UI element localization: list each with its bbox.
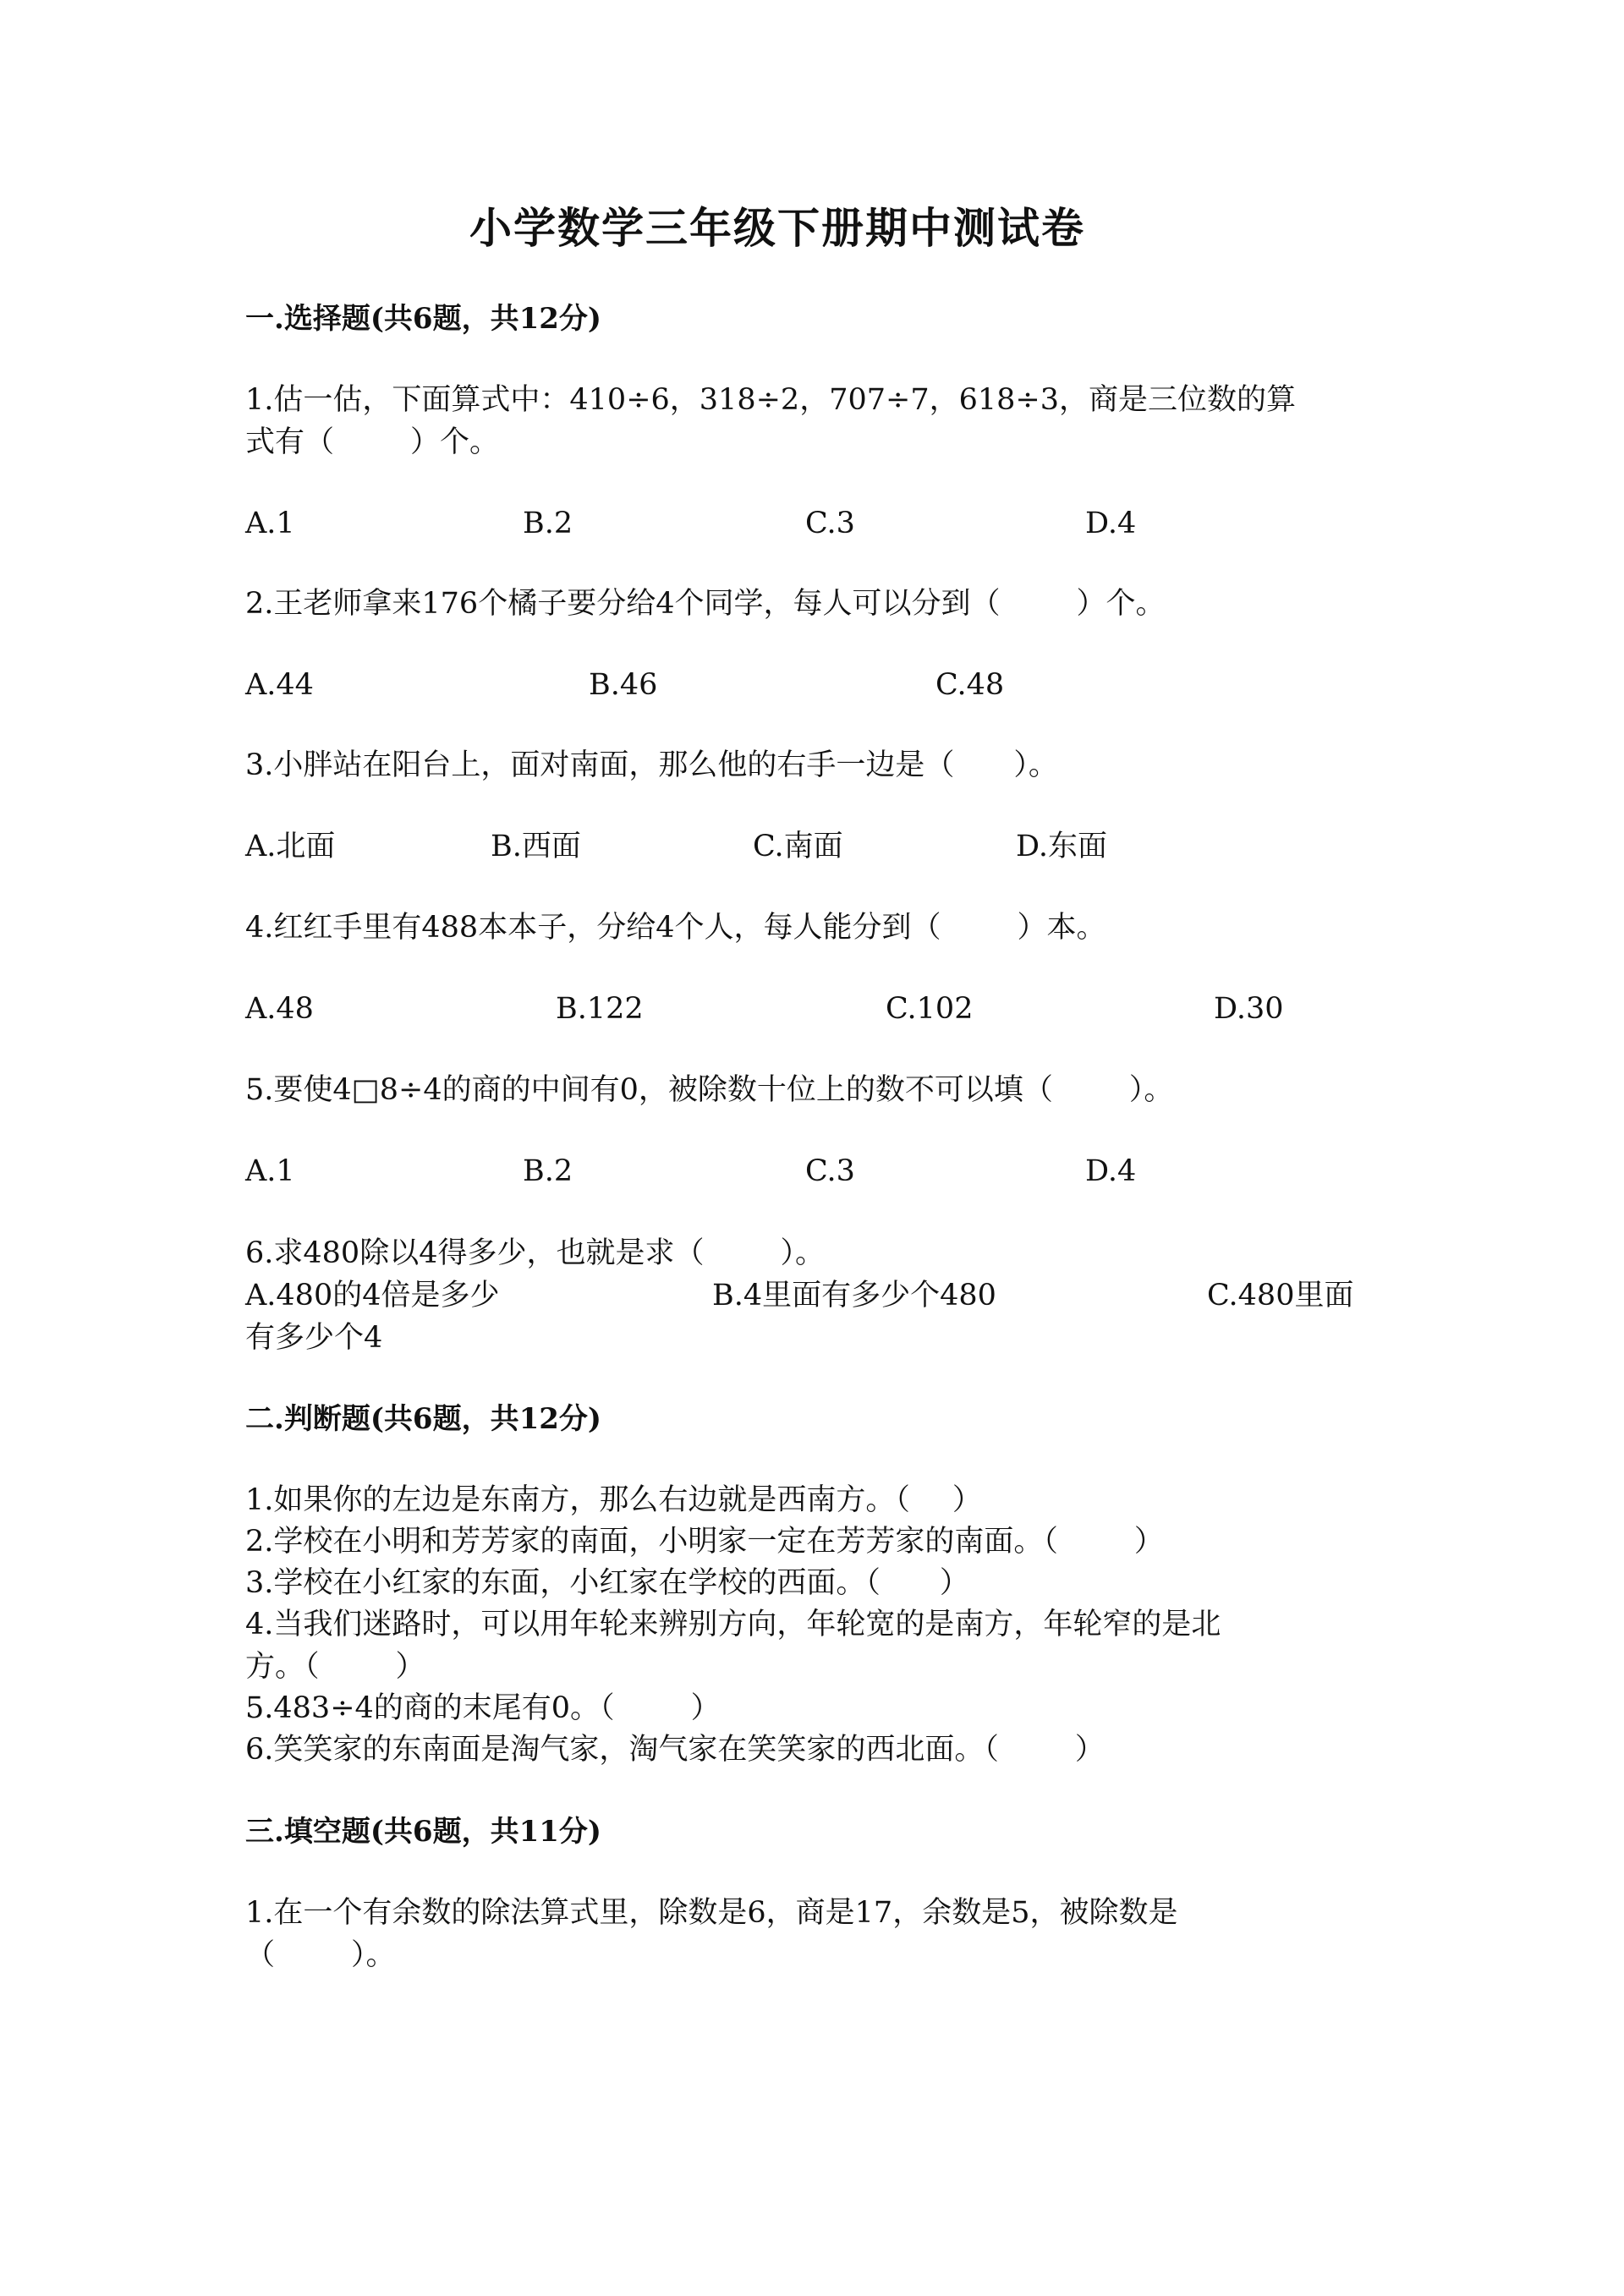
option-a[interactable]: A.1 [245,1154,295,1188]
question-stem: 1.在一个有余数的除法算式里，除数是6，商是17，余数是5，被除数是 [245,1896,1178,1930]
judgment-item [245,1566,969,1600]
stem-text: 3.小胖站在阳台上，面对南面，那么他的右手一边是（ [245,748,955,782]
stem-text: ）。 [1128,1073,1174,1107]
item-text: 2.学校在小明和芳芳家的南面，小明家一定在芳芳家的南面。（ [245,1525,1058,1559]
judgment-item: 4.当我们迷路时，可以用年轮来辨别方向，年轮宽的是南方，年轮窄的是北 [245,1608,1221,1641]
stem-text: ）。 [1013,748,1058,782]
stem-text: 式有（ [245,425,335,459]
section-header-fill-in: 三.填空题(共6题，共11分) [245,1815,601,1849]
question-stem-line2 [245,425,500,459]
stem-text: 5.要使4□8÷4的商的中间有0，被除数十位上的数不可以填（ [245,1073,1053,1107]
section-header-choice: 一.选择题(共6题，共12分) [245,302,601,336]
question-stem [245,913,1106,943]
item-text: ） [690,1691,721,1725]
stem-text: 2.王老师拿来176个橘子要分给4个同学，每人可以分到（ [245,587,1001,621]
option-c[interactable]: C.102 [886,992,974,1026]
stem-text: ）个。 [410,425,500,459]
option-b[interactable]: B.西面 [491,830,581,863]
judgment-item [245,1527,1164,1557]
option-d[interactable]: D.30 [1214,992,1284,1026]
question-stem [245,1236,825,1270]
item-text: 5.483÷4的商的末尾有0。（ [245,1691,615,1725]
option-c[interactable]: C.3 [805,1154,855,1188]
stem-text: 6.求480除以4得多少，也就是求（ [245,1236,705,1270]
option-a[interactable]: A.44 [245,668,314,702]
option-d[interactable]: D.4 [1085,1154,1137,1188]
item-text: 方。（ [245,1650,320,1684]
item-text: ） [1074,1733,1105,1767]
option-d[interactable]: D.4 [1085,507,1137,540]
option-b[interactable]: B.122 [556,992,644,1026]
stem-text: ）。 [351,1938,396,1972]
option-c[interactable]: C.480里面 [1207,1279,1354,1312]
option-a[interactable]: A.1 [245,507,295,540]
item-text: ） [939,1566,969,1600]
option-b[interactable]: B.46 [589,668,658,702]
option-c-continuation: 有多少个4 [245,1321,383,1355]
option-a[interactable]: A.北面 [245,830,336,863]
option-b[interactable]: B.4里面有多少个480 [712,1279,996,1312]
page-title: 小学数学三年级下册期中测试卷 [469,203,1085,253]
option-c[interactable]: C.48 [935,668,1005,702]
judgment-item [245,1735,1105,1765]
option-d[interactable]: D.东面 [1016,830,1107,863]
option-b[interactable]: B.2 [523,507,573,540]
section-header-judgment: 二.判断题(共6题，共12分) [245,1402,601,1436]
question-stem [245,1073,1174,1107]
stem-text: ）个。 [1076,587,1166,621]
judgment-item [245,1691,721,1725]
item-text: ） [395,1650,425,1684]
stem-text: ）本。 [1017,911,1106,945]
stem-text: 4.红红手里有488本本子，分给4个人，每人能分到（ [245,911,941,945]
judgment-item [245,1483,982,1517]
item-text: 6.笑笑家的东南面是淘气家，淘气家在笑笑家的西北面。（ [245,1733,999,1767]
option-b[interactable]: B.2 [523,1154,573,1188]
question-stem: 1.估一估，下面算式中：410÷6，318÷2，707÷7，618÷3，商是三位数的算 [245,383,1296,417]
stem-text: ）。 [780,1236,825,1270]
question-stem [245,748,1058,782]
question-stem [245,589,1165,619]
item-text: ） [1133,1525,1164,1559]
option-a[interactable]: A.480的4倍是多少 [245,1279,500,1312]
option-a[interactable]: A.48 [245,992,314,1026]
item-text: 3.学校在小红家的东面，小红家在学校的西面。（ [245,1566,881,1600]
option-c[interactable]: C.3 [805,507,855,540]
item-text: ） [952,1483,982,1517]
item-text: 1.如果你的左边是东南方，那么右边就是西南方。（ [245,1483,910,1517]
judgment-item-line2 [245,1652,425,1682]
option-c[interactable]: C.南面 [753,830,843,863]
stem-text: （ [245,1938,276,1972]
question-stem-line2 [245,1938,396,1972]
